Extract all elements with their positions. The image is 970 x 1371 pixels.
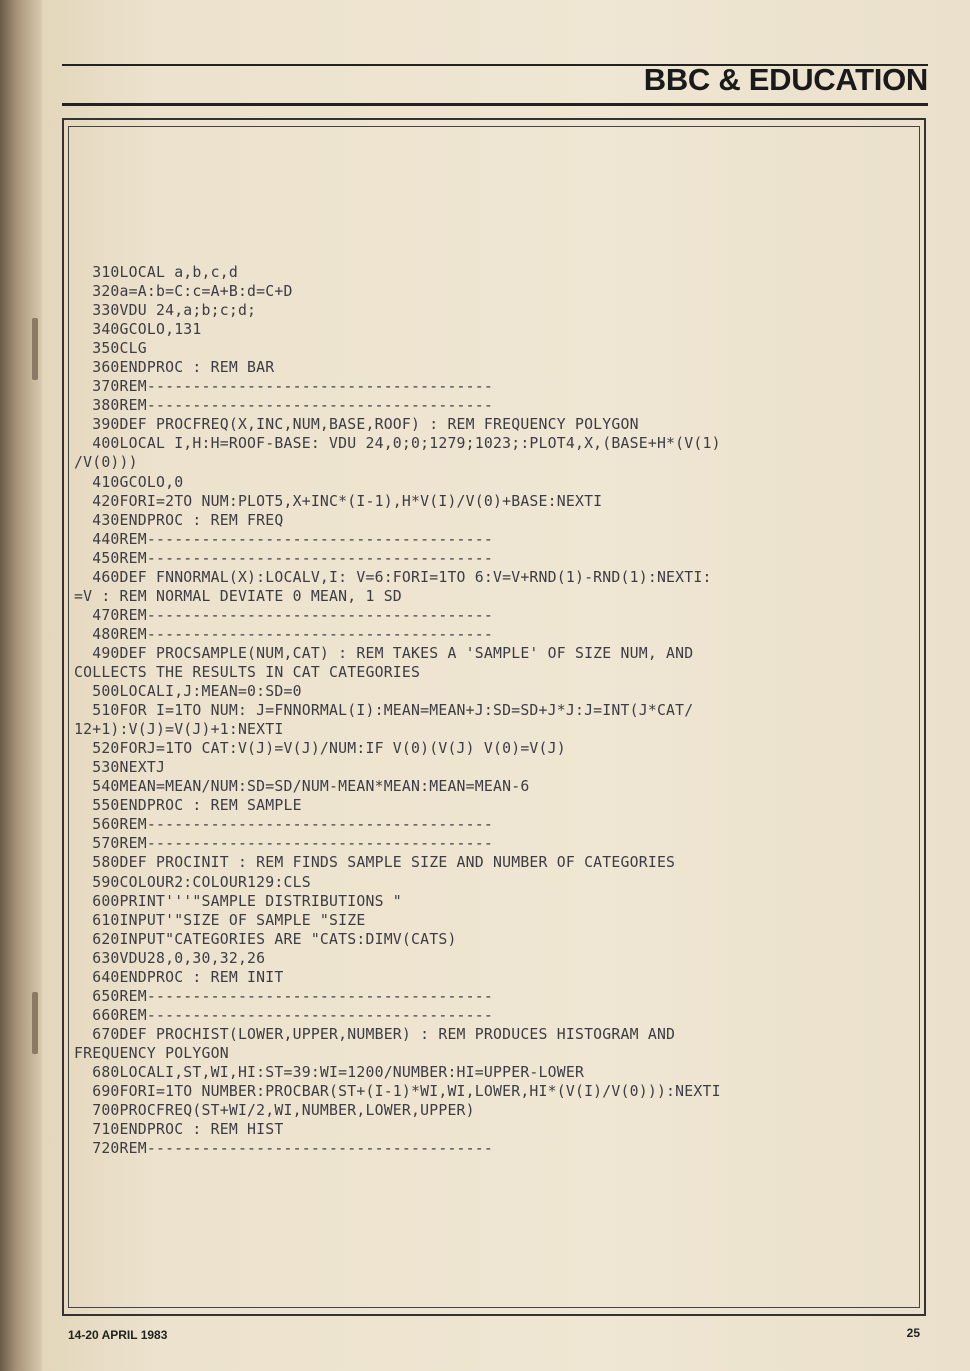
header-rule-bottom xyxy=(62,103,928,106)
code-line: 640ENDPROC : REM INIT xyxy=(74,968,284,986)
code-line: 580DEF PROCINIT : REM FINDS SAMPLE SIZE AND NUMBER OF CATEGORIES xyxy=(74,854,676,872)
code-line: 720REM-------------------------------------- xyxy=(74,1140,493,1158)
binding-staple xyxy=(32,318,38,380)
page-number: 25 xyxy=(906,1326,920,1340)
program-listing xyxy=(74,263,914,1158)
code-line: 630VDU28,0,30,32,26 xyxy=(74,949,266,967)
section-title: BBC & EDUCATION xyxy=(643,62,928,97)
code-line: 490DEF PROCSAMPLE(NUM,CAT) : REM TAKES A 'SAMPLE' OF SIZE NUM, AND xyxy=(74,644,694,662)
book-spine-shadow xyxy=(0,0,42,1371)
code-line: 340GCOLO,131 xyxy=(74,321,202,339)
code-line: 380REM-------------------------------------- xyxy=(74,397,493,415)
code-line: 560REM-------------------------------------- xyxy=(74,816,493,834)
code-line: 650REM-------------------------------------- xyxy=(74,987,493,1005)
code-line: 12+1):V(J)=V(J)+1:NEXTI xyxy=(74,721,284,739)
code-line: 550ENDPROC : REM SAMPLE xyxy=(74,797,302,815)
code-line: 320a=A:b=C:c=A+B:d=C+D xyxy=(74,283,293,301)
code-line: 600PRINT'''"SAMPLE DISTRIBUTIONS " xyxy=(74,892,402,910)
code-line: 420FORI=2TO NUM:PLOT5,X+INC*(I-1),H*V(I)/V(0)+BASE:NEXTI xyxy=(74,492,603,510)
code-line: 530NEXTJ xyxy=(74,759,166,777)
code-line: FREQUENCY POLYGON xyxy=(74,1044,229,1062)
code-line: 700PROCFREQ(ST+WI/2,WI,NUMBER,LOWER,UPPER) xyxy=(74,1102,475,1120)
code-line: 450REM-------------------------------------- xyxy=(74,549,493,567)
code-line: 670DEF PROCHIST(LOWER,UPPER,NUMBER) : REM PRODUCES HISTOGRAM AND xyxy=(74,1025,676,1043)
code-line: 400LOCAL I,H:H=ROOF-BASE: VDU 24,0;0;1279;1023;:PLOT4,X,(BASE+H*(V(1) xyxy=(74,435,721,453)
binding-staple xyxy=(32,992,38,1054)
code-line: /V(0))) xyxy=(74,454,138,472)
code-line: 570REM-------------------------------------- xyxy=(74,835,493,853)
code-line: 410GCOLO,0 xyxy=(74,473,184,491)
code-line: 610INPUT'"SIZE OF SAMPLE "SIZE xyxy=(74,911,366,929)
code-line: 310LOCAL a,b,c,d xyxy=(74,264,238,281)
code-line: 710ENDPROC : REM HIST xyxy=(74,1121,284,1139)
code-line: 680LOCALI,ST,WI,HI:ST=39:WI=1200/NUMBER:HI=UPPER-LOWER xyxy=(74,1063,585,1081)
code-line: 510FOR I=1TO NUM: J=FNNORMAL(I):MEAN=MEAN+J:SD=SD+J*J:J=INT(J*CAT/ xyxy=(74,702,694,720)
code-line: 660REM-------------------------------------- xyxy=(74,1006,493,1024)
code-line: 520FORJ=1TO CAT:V(J)=V(J)/NUM:IF V(0)(V(J) V(0)=V(J) xyxy=(74,740,566,758)
code-line: 460DEF FNNORMAL(X):LOCALV,I: V=6:FORI=1TO 6:V=V+RND(1)-RND(1):NEXTI: xyxy=(74,568,712,586)
code-line: 590COLOUR2:COLOUR129:CLS xyxy=(74,873,311,891)
code-line: 370REM-------------------------------------- xyxy=(74,378,493,396)
code-line: 480REM-------------------------------------- xyxy=(74,625,493,643)
code-line: 350CLG xyxy=(74,340,147,358)
code-line: =V : REM NORMAL DEVIATE 0 MEAN, 1 SD xyxy=(74,587,402,605)
code-line: 690FORI=1TO NUMBER:PROCBAR(ST+(I-1)*WI,WI,LOWER,HI*(V(I)/V(0))):NEXTI xyxy=(74,1083,721,1101)
code-line: 440REM-------------------------------------- xyxy=(74,530,493,548)
issue-date: 14-20 APRIL 1983 xyxy=(68,1328,168,1342)
code-line: 430ENDPROC : REM FREQ xyxy=(74,511,284,529)
code-line: 390DEF PROCFREQ(X,INC,NUM,BASE,ROOF) : REM FREQUENCY POLYGON xyxy=(74,416,639,434)
code-line: 500LOCALI,J:MEAN=0:SD=0 xyxy=(74,683,302,701)
code-line: 470REM-------------------------------------- xyxy=(74,606,493,624)
code-line: 360ENDPROC : REM BAR xyxy=(74,359,275,377)
code-line: 330VDU 24,a;b;c;d; xyxy=(74,302,257,320)
code-line: 540MEAN=MEAN/NUM:SD=SD/NUM-MEAN*MEAN:MEAN=MEAN-6 xyxy=(74,778,530,796)
code-line: COLLECTS THE RESULTS IN CAT CATEGORIES xyxy=(74,663,421,681)
code-line: 620INPUT"CATEGORIES ARE "CATS:DIMV(CATS) xyxy=(74,930,457,948)
